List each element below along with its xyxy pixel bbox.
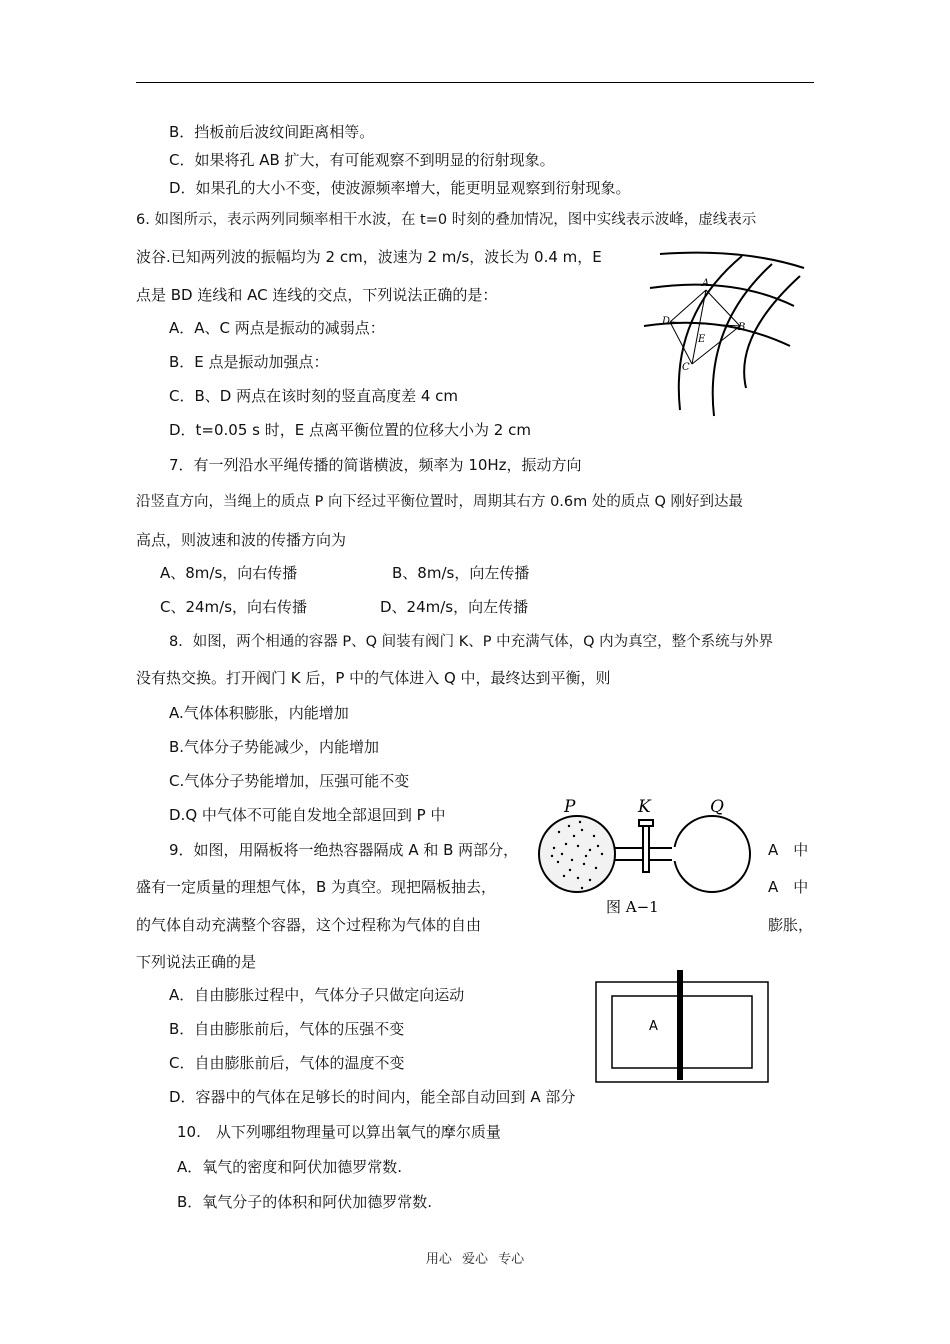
q9-option-c: C．自由膨胀前后，气体的温度不变: [169, 1054, 405, 1072]
q6-stem-line2: 波谷.已知两列波的振幅均为 2 cm，波速为 2 m/s，波长为 0.4 m，E: [136, 248, 602, 266]
q6-option-b: B．E 点是振动加强点：: [169, 353, 329, 371]
q10-stem: 10. 从下列哪组物理量可以算出氧气的摩尔质量: [177, 1123, 501, 1141]
q9-stem-line1-tail: A 中: [768, 841, 809, 859]
q8-option-d: D.Q 中气体不可能自发地全部退回到 P 中: [169, 806, 446, 824]
q9-stem-line2: 盛有一定质量的理想气体，B 为真空。现把隔板抽去，: [136, 878, 497, 896]
q7-option-b: B、8m/s，向左传播: [392, 564, 530, 582]
q9-option-d: D．容器中的气体在足够长的时间内，能全部自动回到 A 部分: [169, 1088, 576, 1106]
q9-stem-line1: 9．如图，用隔板将一绝热容器隔成 A 和 B 两部分，: [169, 841, 519, 859]
q8-option-b: B.气体分子势能减少，内能增加: [169, 738, 380, 756]
label-p: P: [564, 797, 576, 817]
q7-stem-line3: 高点，则波速和波的传播方向为: [136, 531, 347, 549]
valve-k: [643, 826, 649, 872]
q8-stem-line1: 8．如图，两个相通的容器 P、Q 间装有阀门 K、P 中充满气体，Q 内为真空，整个系统与外界: [169, 634, 774, 650]
point-e-label: E: [698, 334, 706, 345]
label-k: K: [638, 797, 651, 817]
point-c-label: C: [682, 362, 690, 373]
pkq-containers-figure: [534, 790, 766, 920]
q6-option-c: C．B、D 两点在该时刻的竖直高度差 4 cm: [169, 387, 459, 405]
q8-option-c: C.气体分子势能增加，压强可能不变: [169, 772, 410, 790]
point-b-label: B: [738, 322, 746, 333]
crest-arc-2: [650, 285, 794, 306]
q8-option-a: A.气体体积膨胀，内能增加: [169, 704, 349, 722]
point-d-label: D: [662, 316, 671, 327]
q7-option-a: A、8m/s，向右传播: [160, 564, 298, 582]
q9-stem-line2-tail: A 中: [768, 878, 809, 896]
container-p: [539, 816, 615, 892]
partition-plate: [677, 970, 683, 1080]
q7-option-d: D、24m/s，向左传播: [380, 598, 529, 616]
q7-stem-line2: 沿竖直方向，当绳上的质点 P 向下经过平衡位置时，周期其右方 0.6m 处的质点 Q 刚好到达最: [136, 494, 743, 510]
q9-stem-line3: 的气体自动充满整个容器，这个过程称为气体的自由: [136, 916, 482, 934]
pipe-joint: [672, 847, 676, 861]
q5-option-b: B．挡板前后波纹间距离相等。: [169, 123, 375, 141]
header-rule: [136, 82, 814, 83]
q8-stem-line2: 没有热交换。打开阀门 K 后，P 中的气体进入 Q 中，最终达到平衡，则: [136, 669, 611, 687]
q6-option-d: D．t=0.05 s 时，E 点离平衡位置的位移大小为 2 cm: [169, 421, 531, 439]
q9-stem-line4: 下列说法正确的是: [136, 953, 257, 971]
label-q: Q: [710, 797, 724, 817]
page-footer: 用心 爱心 专心: [425, 1252, 525, 1267]
q6-stem-line3: 点是 BD 连线和 AC 连线的交点，下列说法正确的是：: [136, 286, 498, 304]
q6-stem-line1: 6. 如图所示，表示两列同频率相干水波，在 t=0 时刻的叠加情况，图中实线表示波峰，虚线表示: [136, 212, 757, 228]
q10-option-a: A．氧气的密度和阿伏加德罗常数.: [177, 1158, 403, 1176]
chamber-a-label: A: [649, 1019, 658, 1034]
q5-option-d: D．如果孔的大小不变，使波源频率增大，能更明显观察到衍射现象。: [169, 179, 631, 197]
q9-option-b: B．自由膨胀前后，气体的压强不变: [169, 1020, 405, 1038]
wave-interference-figure: [622, 246, 812, 422]
q6-option-a: A．A、C 两点是振动的减弱点：: [169, 319, 385, 337]
q9-option-a: A．自由膨胀过程中，气体分子只做定向运动: [169, 986, 465, 1004]
q7-stem-line1: 7．有一列沿水平绳传播的简谐横波，频率为 10Hz，振动方向: [169, 456, 582, 474]
point-a-label: A: [702, 278, 710, 289]
partition-container-figure: [594, 968, 772, 1086]
figure-caption: 图 A−1: [606, 898, 659, 916]
container-q: [674, 816, 750, 892]
q5-option-c: C．如果将孔 AB 扩大，有可能观察不到明显的衍射现象。: [169, 151, 555, 169]
q7-option-c: C、24m/s，向右传播: [160, 598, 308, 616]
q9-stem-line3-tail: 膨胀，: [768, 916, 814, 934]
crest-arc-4: [679, 256, 742, 410]
q10-option-b: B．氧气分子的体积和阿伏加德罗常数.: [177, 1193, 433, 1211]
